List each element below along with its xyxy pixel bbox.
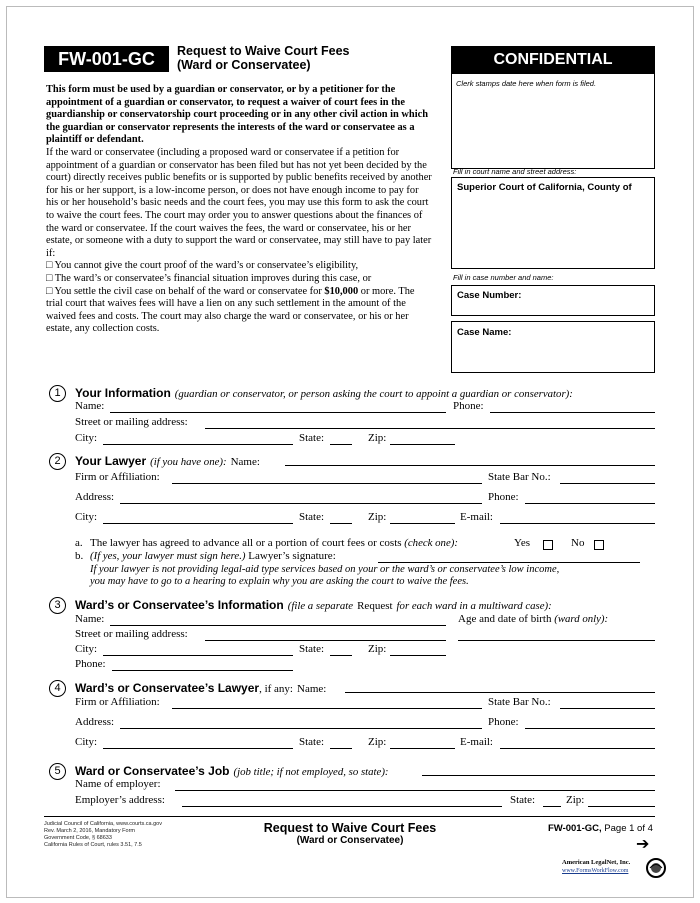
s5-employer-address-label: Employer’s address: — [75, 794, 165, 806]
s1-city-label: City: — [75, 432, 98, 444]
s2-name-label: Name: — [230, 456, 260, 468]
section-1-hint: (guardian or conservator, or person asking the court to appoint a guardian or conservator): — [174, 388, 573, 400]
s4-phone-label: Phone: — [488, 716, 519, 728]
section-3-number: 3 — [49, 597, 66, 614]
footer-rule — [44, 816, 655, 817]
intro-bullet-2: □ The ward’s or conservatee’s financial situation improves during this case, or — [46, 272, 372, 284]
s2a-no-checkbox[interactable] — [594, 540, 604, 550]
form-title-line2: (Ward or Conservatee) — [177, 58, 311, 72]
s4-name-field[interactable] — [345, 692, 655, 693]
case-name-label: Case Name: — [457, 327, 512, 338]
s2-bar-field[interactable] — [560, 483, 655, 484]
section-4-heading: Ward’s or Conservatee’s Lawyer, if any: Name: — [75, 681, 327, 695]
s4-state-field[interactable] — [330, 748, 352, 749]
bullet-box-icon: □ — [46, 285, 53, 297]
s2-name-field[interactable] — [285, 465, 655, 466]
section-3-heading: Ward’s or Conservatee’s Information (file a separate Request for each ward in a multiward case): — [75, 598, 552, 612]
s2-state-label: State: — [299, 511, 325, 523]
court-label: Fill in court name and street address: — [453, 167, 577, 176]
s4-bar-field[interactable] — [560, 708, 655, 709]
s2a-text: The lawyer has agreed to advance all or a portion of court fees or costs (check one): — [90, 537, 458, 549]
section-4-title: Ward’s or Conservatee’s Lawyer — [75, 681, 260, 695]
case-label: Fill in case number and name: — [453, 273, 554, 282]
section-2-hint: (if you have one): — [150, 456, 227, 468]
s4-city-field[interactable] — [103, 748, 293, 749]
form-title — [177, 44, 350, 72]
intro-bullet-1: □ You cannot give the court proof of the ward’s or conservatee’s eligibility, — [46, 260, 359, 272]
s2-email-label: E-mail: — [460, 511, 493, 523]
s4-email-field[interactable] — [500, 748, 655, 749]
section-2-heading — [75, 452, 260, 470]
s1-state-field[interactable] — [330, 444, 352, 445]
s2-bar-label: State Bar No.: — [488, 471, 551, 483]
s2-address-label: Address: — [75, 491, 115, 503]
section-5-title: Ward or Conservatee’s Job — [75, 764, 230, 778]
s1-street-field[interactable] — [205, 428, 655, 429]
s3-phone-field[interactable] — [112, 670, 293, 671]
s2-zip-label: Zip: — [368, 511, 387, 523]
s5-state-field[interactable] — [543, 806, 561, 807]
s3-state-field[interactable] — [330, 655, 352, 656]
footer-page-info: FW-001-GC, Page 1 of 4 — [548, 823, 653, 834]
clerk-stamp-box[interactable] — [451, 73, 655, 169]
s3-city-label: City: — [75, 643, 98, 655]
s1-phone-label: Phone: — [453, 400, 484, 412]
american-legalnet-logo: American LegalNet, Inc. www.FormsWorkFlow.com — [562, 857, 666, 883]
s2-phone-field[interactable] — [525, 503, 655, 504]
s5-job-field[interactable] — [422, 775, 655, 776]
bullet-box-icon: □ — [46, 260, 53, 272]
intro-bold: This form must be used by a guardian or conservator, or by a petitioner for the appointment of a guardian or conservator, to request a waiver of court fees in the guardianship or conservatorship court proceeding or in any other civil action in which the guardian or conservator represents the interests of the ward or conservatee as a plaintiff or defendant. — [46, 84, 428, 146]
s2a-no-label: No — [571, 537, 585, 549]
section-2-title: Your Lawyer — [75, 454, 147, 468]
s2-city-label: City: — [75, 511, 98, 523]
s3-name-label: Name: — [75, 613, 105, 625]
s4-firm-field[interactable] — [172, 708, 482, 709]
form-number: FW-001-GC — [44, 46, 169, 72]
case-number-box[interactable] — [451, 285, 655, 316]
s2b-text: (If yes, your lawyer must sign here.) Lawyer’s signature: — [90, 550, 336, 562]
case-number-label: Case Number: — [457, 290, 522, 301]
legalnet-globe-icon — [646, 858, 666, 878]
s3-zip-field[interactable] — [390, 655, 446, 656]
s2-note: If your lawyer is not providing legal-aid type services based on your or the ward’s or conservatee’s low income, you may have to go to a hearing to explain why you are asking the court to waive the fees. — [90, 564, 560, 587]
s1-city-field[interactable] — [103, 444, 293, 445]
section-5-hint: (job title; if not employed, so state): — [233, 766, 389, 778]
s5-state-label: State: — [510, 794, 536, 806]
s1-state-label: State: — [299, 432, 325, 444]
s3-age-label: Age and date of birth (ward only): — [458, 613, 609, 625]
case-name-box[interactable] — [451, 321, 655, 373]
s5-zip-field[interactable] — [588, 806, 655, 807]
s4-phone-field[interactable] — [525, 728, 655, 729]
s5-employer-address-field[interactable] — [182, 806, 502, 807]
s4-bar-label: State Bar No.: — [488, 696, 551, 708]
s3-state-label: State: — [299, 643, 325, 655]
s3-street-field[interactable] — [205, 640, 446, 641]
section-2-number: 2 — [49, 453, 66, 470]
s5-employer-label: Name of employer: — [75, 778, 161, 790]
s2-email-field[interactable] — [500, 523, 655, 524]
s4-name-label: Name: — [297, 683, 327, 695]
s3-city-field[interactable] — [103, 655, 293, 656]
s2a-yes-checkbox[interactable] — [543, 540, 553, 550]
s5-employer-field[interactable] — [175, 790, 655, 791]
s3-phone-label: Phone: — [75, 658, 106, 670]
clerk-stamp-label: Clerk stamps date here when form is filed. — [456, 79, 597, 88]
section-3-title: Ward’s or Conservatee’s Information — [75, 598, 284, 612]
s2-phone-label: Phone: — [488, 491, 519, 503]
intro-text — [46, 84, 432, 336]
s5-zip-label: Zip: — [566, 794, 585, 806]
s1-street-label: Street or mailing address: — [75, 416, 188, 428]
court-name-value: Superior Court of California, County of — [457, 182, 632, 193]
s1-name-field[interactable] — [110, 412, 446, 413]
s3-street-label: Street or mailing address: — [75, 628, 188, 640]
s1-zip-field[interactable] — [390, 444, 455, 445]
section-5-number: 5 — [49, 763, 66, 780]
s1-zip-label: Zip: — [368, 432, 387, 444]
s4-address-field[interactable] — [120, 728, 482, 729]
s2a-label: a. — [75, 537, 83, 549]
footer-citations: Judicial Council of California, www.courts.ca.gov Rev. March 2, 2016, Mandatory Form Government Code, § 68633 California Rules of Court, rules 3.51, 7.5 — [44, 821, 162, 848]
s4-zip-field[interactable] — [390, 748, 455, 749]
s2-firm-label: Firm or Affiliation: — [75, 471, 160, 483]
s2b-signature-field[interactable] — [378, 562, 640, 563]
section-1-title: Your Information — [75, 386, 171, 400]
s3-name-field[interactable] — [110, 625, 446, 626]
s3-age-field[interactable] — [458, 640, 655, 641]
section-1-number: 1 — [49, 385, 66, 402]
section-1-heading — [75, 384, 573, 402]
s4-email-label: E-mail: — [460, 736, 493, 748]
s4-city-label: City: — [75, 736, 98, 748]
s3-zip-label: Zip: — [368, 643, 387, 655]
next-page-arrow-icon[interactable]: ➔ — [636, 836, 650, 853]
footer-title: Request to Waive Court Fees (Ward or Conservatee) — [263, 821, 437, 846]
s2-state-field[interactable] — [330, 523, 352, 524]
s2-zip-field[interactable] — [390, 523, 455, 524]
s2-city-field[interactable] — [103, 523, 293, 524]
intro-body: If the ward or conservatee (including a proposed ward or conservatee if a petition for appointment of a guardian or conservator has been filed but has not yet been decided by the court) directly receives public benefits or is supported by public benefits received by another for his or her support, is a low-income person, or does not have enough income to pay for his or her household’s basic needs and the court fees, you may use this form to ask the court to waive the court fees. The court may order you to answer questions about the finances of the ward or conservatee. If the court waives the fees, the ward or conservatee, his or her estate, or someone with a duty to support the ward or conservatee, may still have to pay later if: — [46, 146, 432, 259]
bullet-box-icon: □ — [46, 272, 53, 284]
court-name-box[interactable] — [451, 177, 655, 269]
s4-address-label: Address: — [75, 716, 115, 728]
confidential-banner: CONFIDENTIAL — [451, 46, 655, 73]
s1-phone-field[interactable] — [490, 412, 655, 413]
form-title-line1: Request to Waive Court Fees — [177, 44, 350, 58]
s4-firm-label: Firm or Affiliation: — [75, 696, 160, 708]
s2-firm-field[interactable] — [172, 483, 482, 484]
s2a-yes-label: Yes — [514, 537, 531, 549]
s2b-label: b. — [75, 550, 84, 562]
s1-name-label: Name: — [75, 400, 105, 412]
intro-bullet-3: □ You settle the civil case on behalf of the ward or conservatee for $10,000 or more. The trial court that waives fees will have a lien on any such settlement in the amount of the waived fees and costs. The court may also charge the ward or conservatee, or his or her estate, any collection costs. — [46, 285, 415, 335]
section-4-number: 4 — [49, 680, 66, 697]
s4-zip-label: Zip: — [368, 736, 387, 748]
s2-address-field[interactable] — [120, 503, 482, 504]
s4-state-label: State: — [299, 736, 325, 748]
